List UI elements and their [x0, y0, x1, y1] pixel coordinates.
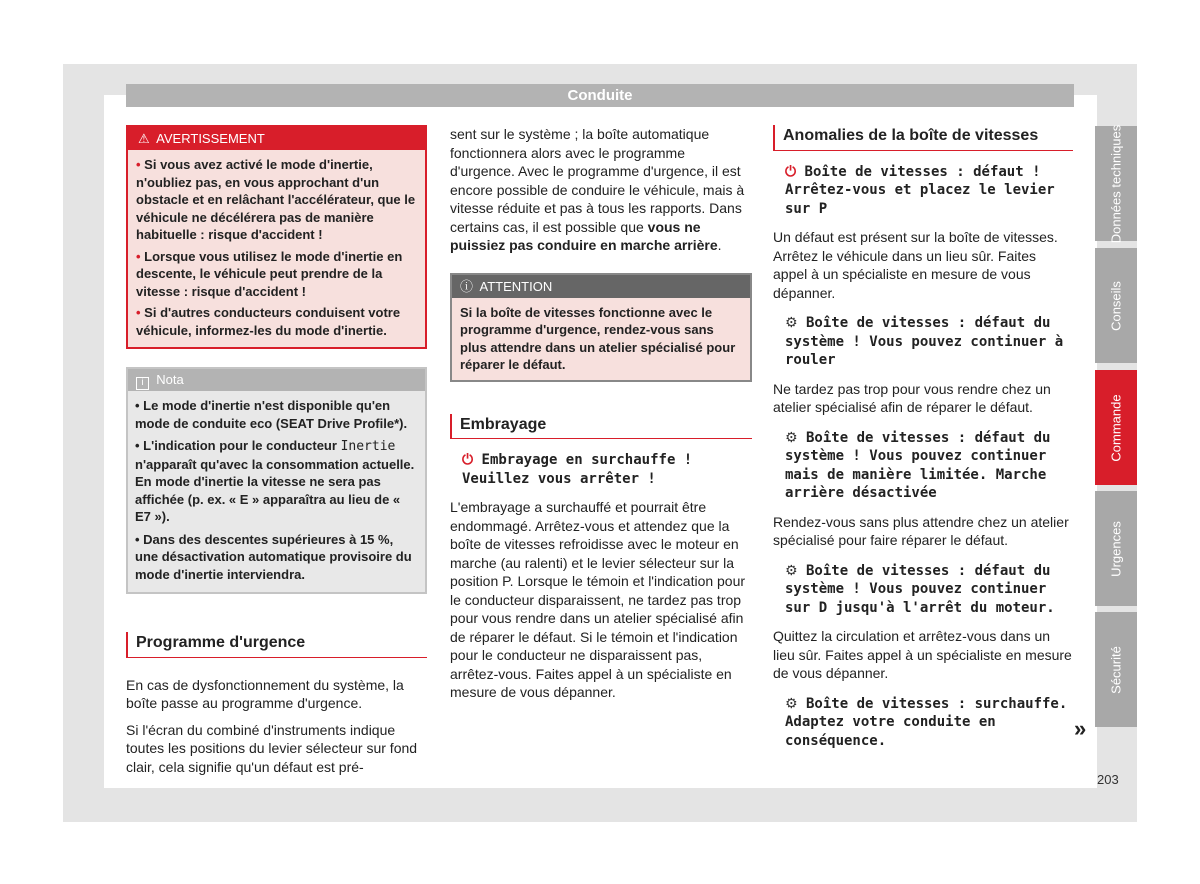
bullet-icon: • — [136, 157, 145, 172]
tab-conseils[interactable]: Conseils — [1095, 248, 1137, 363]
attention-title: ATTENTION — [479, 278, 553, 294]
tab-commande[interactable]: Commande — [1095, 370, 1137, 485]
driver-message: ⚙ Boîte de vitesses : défaut du système ! Vous pouvez continuer sur D jusqu'à l'arrêt du moteur. — [785, 562, 1055, 616]
gear-warning-icon: ⚙ — [785, 695, 798, 712]
warning-bar — [128, 127, 425, 150]
warning-lamp-icon: ⏻ — [785, 163, 797, 180]
warning-item: • Si vous avez activé le mode d'inertie, n'oubliez pas, en vous approchant d'un obstacle et en relâchant l'accélérateur, que le véhicule ne décélérera pas de manière habituelle : risque d'accident ! — [136, 157, 416, 242]
tab-securite[interactable]: Sécurité — [1095, 612, 1137, 727]
gear-warning-icon: ⚙ — [785, 562, 798, 579]
page-header: Conduite — [126, 84, 1074, 107]
info-icon: i — [136, 377, 149, 390]
note-item: • L'indication pour le conducteur Inertie n'apparaît qu'avec la consommation actuelle. En mode d'inertie la vitesse ne sera pas affichée (p. ex. « E » apparaîtra au lieu de « E7 »). — [135, 438, 415, 524]
paragraph: Rendez-vous sans plus attendre chez un atelier spécialisé pour faire réparer le défaut. — [773, 513, 1069, 548]
column-right — [773, 125, 1073, 750]
warning-item: • Si d'autres conducteurs conduisent votre véhicule, informez-les du mode d'inertie. — [136, 305, 401, 338]
column-middle — [450, 125, 752, 702]
bullet-icon: • — [136, 248, 145, 264]
gear-warning-icon: ⚙ — [785, 315, 798, 331]
warning-body — [128, 150, 425, 347]
tab-urgences[interactable]: Urgences — [1095, 491, 1137, 606]
continue-marker: » — [1074, 716, 1087, 741]
section-heading-anomalies: Anomalies de la boîte de vitesses — [773, 125, 1073, 151]
paragraph: Quittez la circulation et arrêtez-vous dans un lieu sûr. Faites appel à un spécialiste en mesure de vous dépanner. — [773, 628, 1072, 681]
driver-message: ⏻ Boîte de vitesses : défaut ! Arrêtez-vous et placez le levier sur P — [785, 163, 1055, 217]
note-title: Nota — [156, 372, 184, 387]
warning-item: • Lorsque vous utilisez le mode d'inertie en descente, le véhicule peut prendre de la vitesse : risque d'accident ! — [136, 248, 403, 299]
warning-triangle-icon: ⚠ — [138, 131, 150, 146]
note-item: • Le mode d'inertie n'est disponible qu'en mode de conduite eco (SEAT Drive Profile*). — [135, 398, 408, 431]
paragraph: Un défaut est présent sur la boîte de vitesses. Arrêtez le véhicule dans un lieu sûr. Faites appel à un spécialiste en mesure de vous dépanner. — [773, 229, 1058, 301]
page-number: 203 — [1097, 772, 1119, 787]
display-code: Inertie — [340, 439, 396, 454]
column-left — [126, 125, 427, 776]
tab-donnees-techniques[interactable]: Données techniques — [1095, 126, 1137, 241]
warning-title: AVERTISSEMENT — [156, 131, 265, 146]
driver-message: ⏻ Embrayage en surchauffe ! Veuillez vous arrêter ! — [462, 452, 693, 487]
gear-warning-icon: ⚙ — [785, 429, 798, 446]
paragraph: Si l'écran du combiné d'instruments indique toutes les positions du levier sélecteur sur fond clair, cela signifie qu'un défaut est pré- — [126, 721, 418, 775]
bullet-icon: • — [136, 305, 145, 320]
attention-bar — [452, 275, 750, 298]
paragraph: Ne tardez pas trop pour vous rendre chez un atelier spécialisé afin de réparer le défaut. — [773, 380, 1051, 415]
note-item: • Dans des descentes supérieures à 15 %, une désactivation automatique provisoire du mode d'inertie interviendra. — [135, 531, 412, 582]
attention-body: Si la boîte de vitesses fonctionne avec le programme d'urgence, rendez-vous sans plus attendre dans un atelier spécialisé pour réparer le défaut. — [460, 304, 736, 372]
driver-message: ⚙ Boîte de vitesses : défaut du système ! Vous pouvez continuer mais de manière limitée. Marche arrière désactivée — [785, 429, 1051, 501]
driver-message: ⚙ Boîte de vitesses : défaut du système ! Vous pouvez continuer à rouler — [785, 315, 1064, 368]
warning-box — [126, 125, 427, 349]
note-body — [128, 391, 425, 592]
note-box — [126, 367, 427, 594]
paragraph: L'embrayage a surchauffé et pourrait être endommagé. Arrêtez-vous et attendez que la boîte de vitesses refroidisse avec le moteur en marche (au ralenti) et le levier sélecteur sur la position P. Lorsque le témoin et l'indication pour le conducteur disparaissent, ne tardez pas trop pour vous rendre dans un atelier spécialisé afin de réparer le défaut. Si le témoin et l'indication pour le conducteur ne disparaissent pas, arrêtez-vous. Faites appel à un spécialiste en mesure de vous dépanner. — [450, 499, 746, 700]
note-bar — [128, 369, 425, 391]
attention-box — [450, 273, 752, 382]
paragraph: sent sur le système ; la boîte automatique fonctionnera alors avec le programme d'urgence. Avec le programme d'urgence, il est encore possible de conduire le véhicule, mais à vitesse réduite et pas à tous les rapports. Dans certains cas, il est possible que vous ne puissiez pas conduire en marche arrière. — [450, 126, 745, 253]
warning-lamp-icon: ⏻ — [462, 452, 474, 468]
alert-circle-icon: ⓘ — [460, 278, 474, 294]
paragraph: En cas de dysfonctionnement du système, la boîte passe au programme d'urgence. — [126, 676, 404, 711]
section-heading-embrayage: Embrayage — [450, 414, 752, 440]
driver-message: ⚙ Boîte de vitesses : surchauffe. Adaptez votre conduite en conséquence. — [785, 695, 1068, 749]
section-heading-programme: Programme d'urgence — [126, 632, 427, 658]
